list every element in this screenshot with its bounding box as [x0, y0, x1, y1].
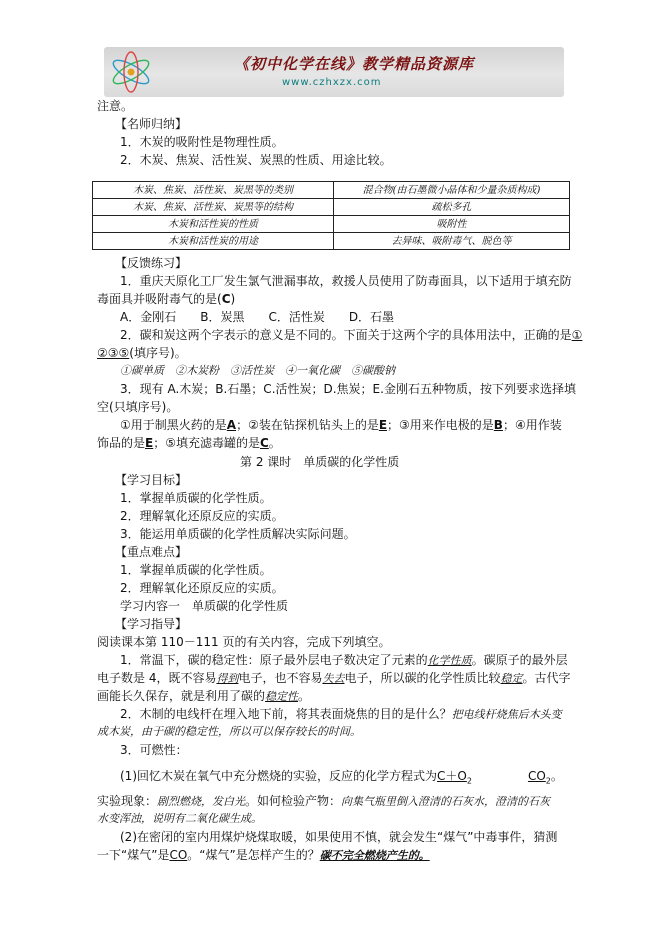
q2-answer-b: ②③⑤ [97, 346, 130, 360]
s3-2-line-b: 一下“煤气”是CO。“煤气”是怎样产生的？碳不完全燃烧产生的。 [97, 848, 430, 862]
goal-item-2: 2．理解氧化还原反应的实质。 [120, 509, 284, 523]
table-row [93, 233, 570, 250]
section-heading-key: 【重点难点】 [115, 545, 188, 559]
q1-line-b: 毒面具并吸附毒气的是(C) [97, 292, 236, 306]
intro-line: 注意。 [97, 99, 134, 113]
summary-item-1: 1．木炭的吸附性是物理性质。 [120, 135, 284, 149]
q3-line-b: 空(只填序号)。 [97, 400, 179, 414]
q2-items: ①碳单质 ②木炭粉 ③活性炭 ④一氧化碳 ⑤碳酸钠 [120, 364, 395, 377]
goal-item-3: 3．能运用单质碳的化学性质解决实际问题。 [120, 527, 356, 541]
q1-answer: C [221, 292, 231, 306]
table-cell: 木炭、焦炭、活性炭、炭黑等的结构 [93, 199, 334, 216]
q1-options: A．金刚石 B．炭黑 C．活性炭 D．石墨 [120, 310, 395, 324]
table-cell: 混合物(由石墨微小晶体和少量杂质构成) [334, 182, 570, 199]
goal-item-1: 1．掌握单质碳的化学性质。 [120, 491, 272, 505]
q3-line-d: 饰品的是E；⑤填充滤毒罐的是C。 [97, 436, 281, 450]
s2-line-a: 2．木制的电线杆在埋入地下前，将其表面烧焦的目的是什么？把电线杆烧焦后木头变 [120, 707, 562, 721]
s1-line-b: 电子数是 4，既不容易得到电子，也不容易失去电子，所以碳的化学性质比较稳定。古代字 [97, 671, 571, 685]
table-cell: 去异味、吸附毒气、脱色等 [334, 233, 570, 250]
s3-heading: 3．可燃性： [120, 743, 188, 757]
table-row [93, 182, 570, 199]
s3-exp-line-a: 实验现象：剧烈燃烧，发白光。如何检验产物：向集气瓶里倒入澄清的石灰水，澄清的石灰 [97, 794, 551, 808]
guide-text: 阅读课本第 110－111 页的有关内容，完成下列填空。 [97, 635, 391, 649]
s3-2-line-a: (2)在密闭的室内用煤炉烧煤取暖，如果使用不慎，就会发生“煤气”中毒事件，猜测 [120, 830, 558, 844]
content-title: 学习内容一 单质碳的化学性质 [120, 599, 289, 613]
s3-exp-line-b: 水变浑浊，说明有二氧化碳生成。 [97, 812, 262, 825]
section-heading-summary: 【名师归纳】 [115, 117, 188, 131]
table-row [93, 216, 570, 233]
q3-line-c: ①用于制黑火药的是A；②装在钻探机钻头上的是E；③用来作电极的是B；④用作装 [120, 418, 562, 432]
table-cell: 木炭和活性炭的用途 [93, 233, 334, 250]
q2-line-b: ②③⑤(填序号)。 [97, 346, 187, 360]
s2-line-b: 成木炭，由于碳的稳定性，所以可以保存较长的时间。 [97, 725, 361, 738]
table-cell: 木炭和活性炭的性质 [93, 216, 334, 233]
table-cell: 木炭、焦炭、活性炭、炭黑等的类别 [93, 182, 334, 199]
s3-1-line: (1)回忆木炭在氧气中充分燃烧的实验，反应的化学方程式为$C+O_2$ $CO_2$。 [120, 769, 563, 786]
section-heading-guide: 【学习指导】 [115, 617, 188, 631]
s1-line-c: 画能长久保存，就是利用了碳的稳定性。 [97, 689, 311, 703]
lesson-title: 第 2 课时 单质碳的化学性质 [240, 455, 400, 469]
q2-line-a: 2．碳和炭这两个字表示的意义是不同的。下面关于这两个字的具体用法中，正确的是① [120, 328, 583, 342]
section-heading-feedback: 【反馈练习】 [115, 256, 188, 270]
header-banner [104, 47, 564, 97]
s1-line-a: 1．常温下，碳的稳定性：原子最外层电子数决定了元素的化学性质。碳原子的最外层 [120, 653, 568, 667]
atom-logo-icon [106, 49, 156, 95]
banner-title: 《初中化学在线》教学精品资源库 [234, 55, 475, 73]
q2-answer-a: ① [571, 328, 583, 342]
key-item-2: 2．理解氧化还原反应的实质。 [120, 581, 284, 595]
section-heading-goals: 【学习目标】 [115, 473, 188, 487]
table-row [93, 199, 570, 216]
table-cell: 疏松多孔 [334, 199, 570, 216]
q3-line-a: 3．现有 A.木炭；B.石墨；C.活性炭；D.焦炭；E.金刚石五种物质，按下列要求选择填 [120, 382, 576, 396]
carbon-comparison-table [92, 181, 570, 250]
key-item-1: 1．掌握单质碳的化学性质。 [120, 563, 272, 577]
summary-item-2: 2．木炭、焦炭、活性炭、炭黑的性质、用途比较。 [120, 153, 392, 167]
banner-url: www.czhxzx.com [282, 77, 382, 88]
q1-line-a: 1．重庆天原化工厂发生氯气泄漏事故，救援人员使用了防毒面具，以下适用于填充防 [120, 274, 572, 288]
table-cell: 吸附性 [334, 216, 570, 233]
